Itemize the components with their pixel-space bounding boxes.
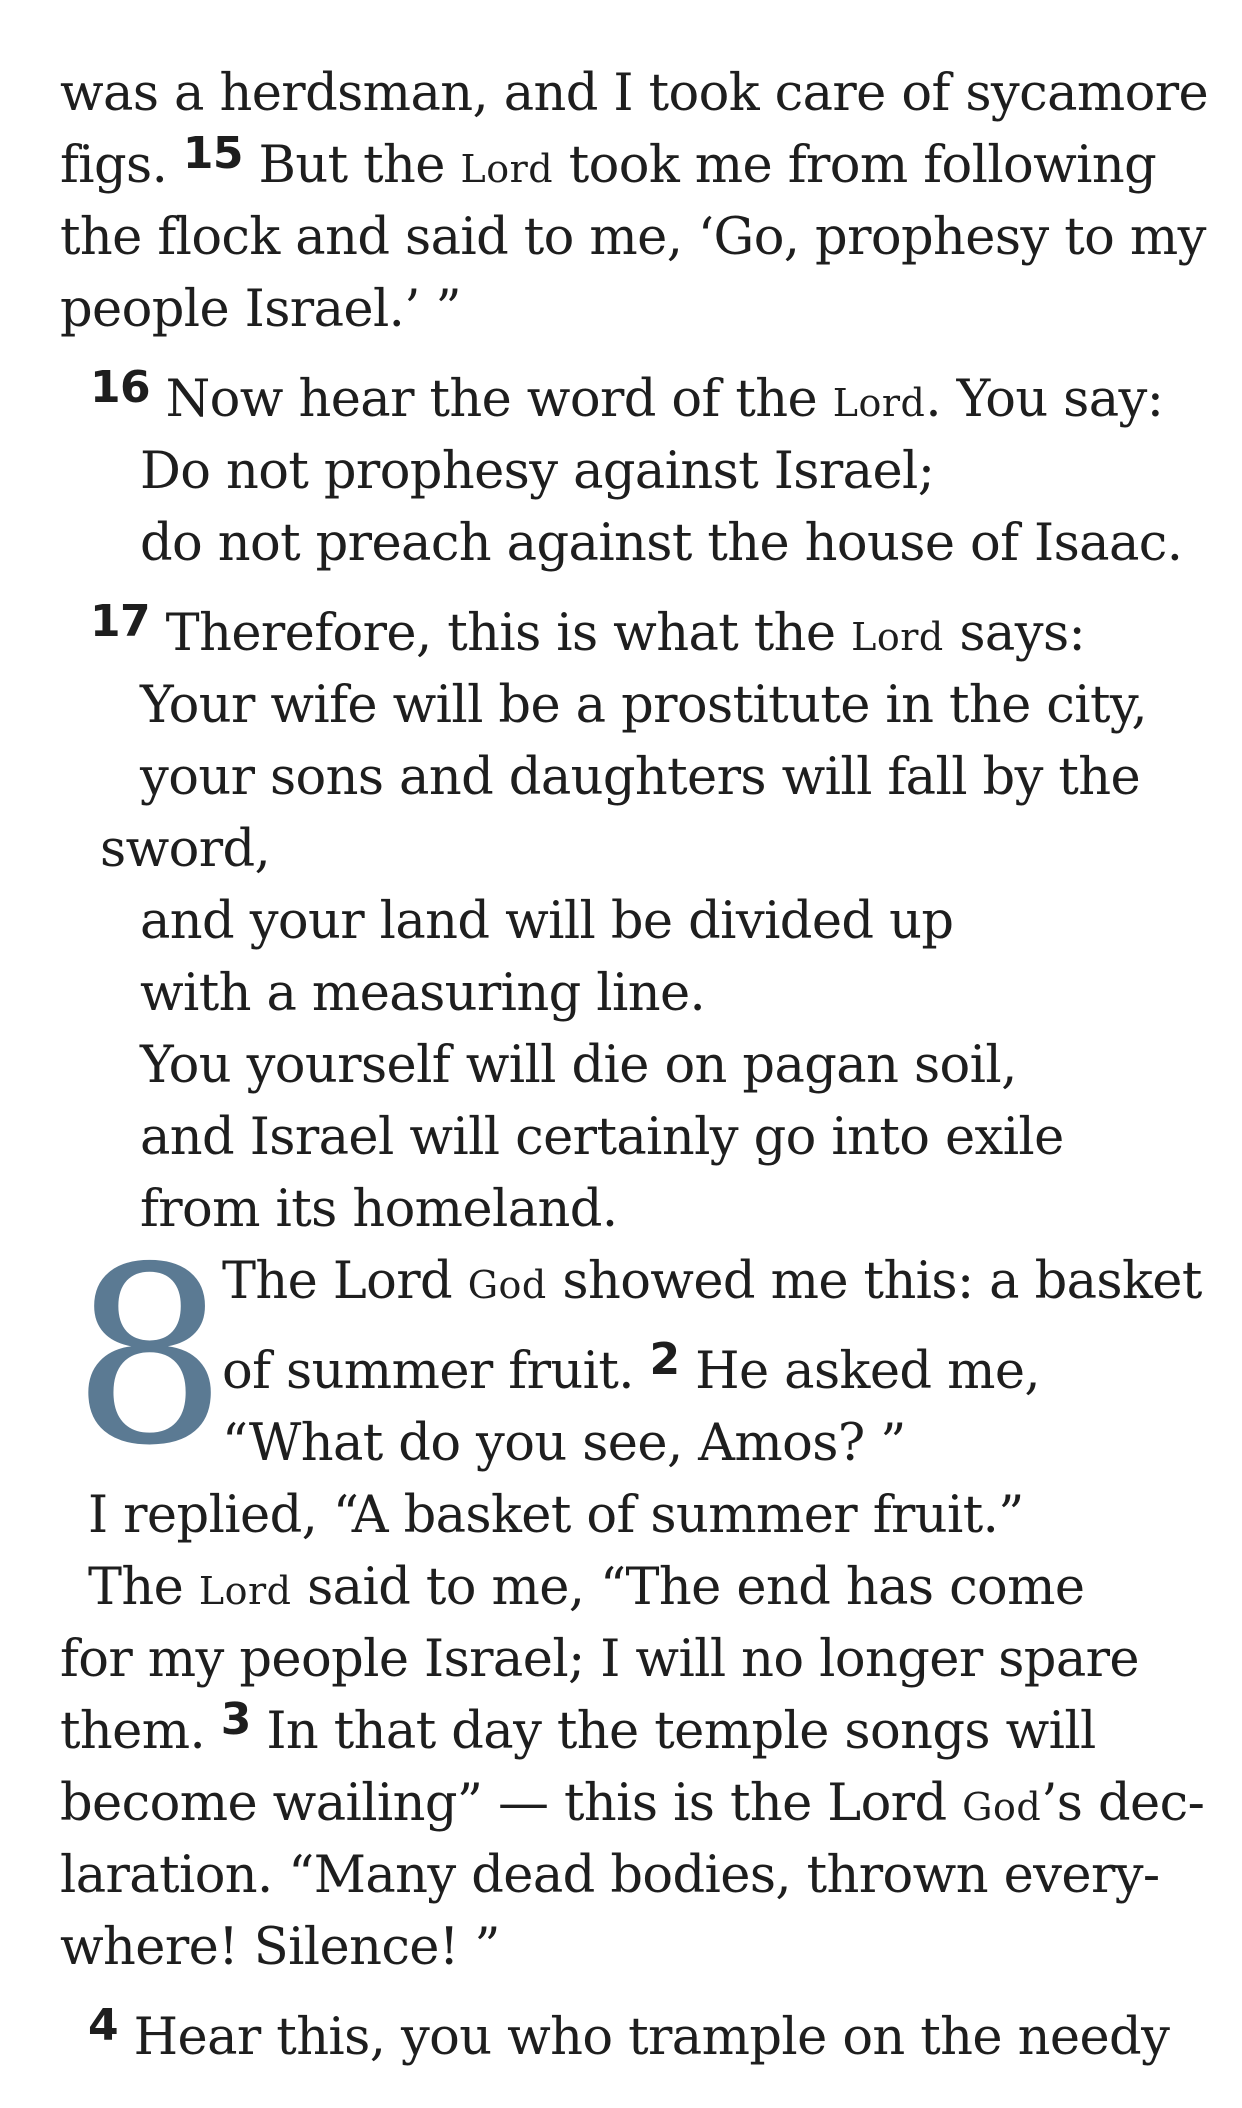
- poetry-line: [140, 886, 953, 958]
- verse-line: [60, 58, 1208, 130]
- verse-text: people Israel.’ ”: [60, 280, 461, 339]
- verse-text: with a measuring line.: [140, 964, 706, 1023]
- verse-line: [222, 1336, 1040, 1408]
- verse-line: [60, 1624, 1139, 1696]
- verse-text: . You say:: [925, 370, 1164, 429]
- verse-line: [60, 1912, 500, 1984]
- poetry-line: [140, 670, 1147, 742]
- verse-text: took me from following: [568, 136, 1157, 195]
- poetry-line: [140, 508, 1182, 580]
- divine-name: God: [962, 1785, 1042, 1829]
- verse-number: 17: [90, 596, 151, 647]
- verse-line: [60, 130, 1156, 202]
- verse-text: the flock and said to me, ‘Go, prophesy to my: [60, 208, 1206, 267]
- poetry-line: [140, 436, 934, 508]
- poetry-line: [140, 958, 705, 1030]
- verse-text: In that day the temple songs will: [266, 1702, 1096, 1761]
- verse-text: do not preach against the house of Isaac.: [140, 514, 1183, 573]
- verse-text: said to me, “The end has come: [307, 1558, 1085, 1617]
- verse-line: [60, 202, 1206, 274]
- verse-text: showed me this: a basket: [562, 1252, 1202, 1311]
- verse-text: says:: [959, 604, 1086, 663]
- poetry-line: [140, 1030, 1017, 1102]
- divine-name: Lord: [460, 147, 554, 191]
- verse-text: Do not prophesy against Israel;: [140, 442, 935, 501]
- verse-line: [60, 1768, 1204, 1840]
- verse-text: figs.: [60, 136, 168, 195]
- verse-text: But the: [258, 136, 445, 195]
- poetry-line: [140, 1102, 1064, 1174]
- verse-line: [222, 1408, 906, 1480]
- verse-line: [88, 1480, 1024, 1552]
- verse-text: and your land will be divided up: [140, 892, 954, 951]
- verse-text: I replied, “A basket of summer fruit.”: [88, 1486, 1024, 1545]
- verse-line: [60, 274, 461, 346]
- verse-text: your sons and daughters will fall by the: [140, 748, 1141, 807]
- verse-text: ’s dec-: [1041, 1774, 1205, 1833]
- verse-text: Your wife will be a prostitute in the city,: [140, 676, 1147, 735]
- verse-text: sword,: [100, 820, 271, 879]
- verse-line: [222, 1246, 1202, 1318]
- divine-name: Lord: [198, 1569, 292, 1613]
- verse-number: 2: [649, 1334, 680, 1385]
- verse-line: [88, 1552, 1085, 1624]
- verse-number: 15: [182, 128, 243, 179]
- verse-number: 3: [220, 1694, 251, 1745]
- verse-line: [90, 598, 1085, 670]
- verse-text: Therefore, this is what the: [165, 604, 836, 663]
- verse-text: Now hear the word of the: [165, 370, 818, 429]
- verse-number: 4: [88, 2000, 119, 2051]
- verse-text: from its homeland.: [140, 1180, 618, 1239]
- verse-text: become wailing” — this is the Lord: [60, 1774, 947, 1833]
- divine-name: Lord: [851, 615, 944, 659]
- verse-text: where! Silence! ”: [60, 1918, 500, 1977]
- verse-text: and Israel will certainly go into exile: [140, 1108, 1064, 1167]
- verse-text: You yourself will die on pagan soil,: [140, 1036, 1017, 1095]
- verse-number: 16: [90, 362, 151, 413]
- poetry-line: [140, 742, 1140, 814]
- verse-text: laration. “Many dead bodies, thrown every-: [60, 1846, 1160, 1905]
- verse-line: [60, 1696, 1096, 1768]
- verse-line: [60, 1840, 1160, 1912]
- verse-text: of summer fruit.: [222, 1342, 634, 1401]
- verse-text: He asked me,: [695, 1342, 1041, 1401]
- verse-text: “What do you see, Amos? ”: [222, 1414, 906, 1473]
- chapter-number: 8: [72, 1215, 228, 1499]
- verse-text: Hear this, you who trample on the needy: [133, 2008, 1170, 2067]
- divine-name: God: [467, 1263, 547, 1307]
- verse-text: them.: [60, 1702, 206, 1761]
- verse-line: [90, 364, 1163, 436]
- poetry-line: [100, 814, 270, 886]
- verse-line: [88, 2002, 1169, 2074]
- verse-text: was a herdsman, and I took care of sycamore: [60, 64, 1209, 123]
- divine-name: Lord: [832, 381, 926, 425]
- verse-text: for my people Israel; I will no longer spare: [60, 1630, 1140, 1689]
- verse-text: The: [88, 1558, 184, 1617]
- verse-text: The Lord: [222, 1252, 453, 1311]
